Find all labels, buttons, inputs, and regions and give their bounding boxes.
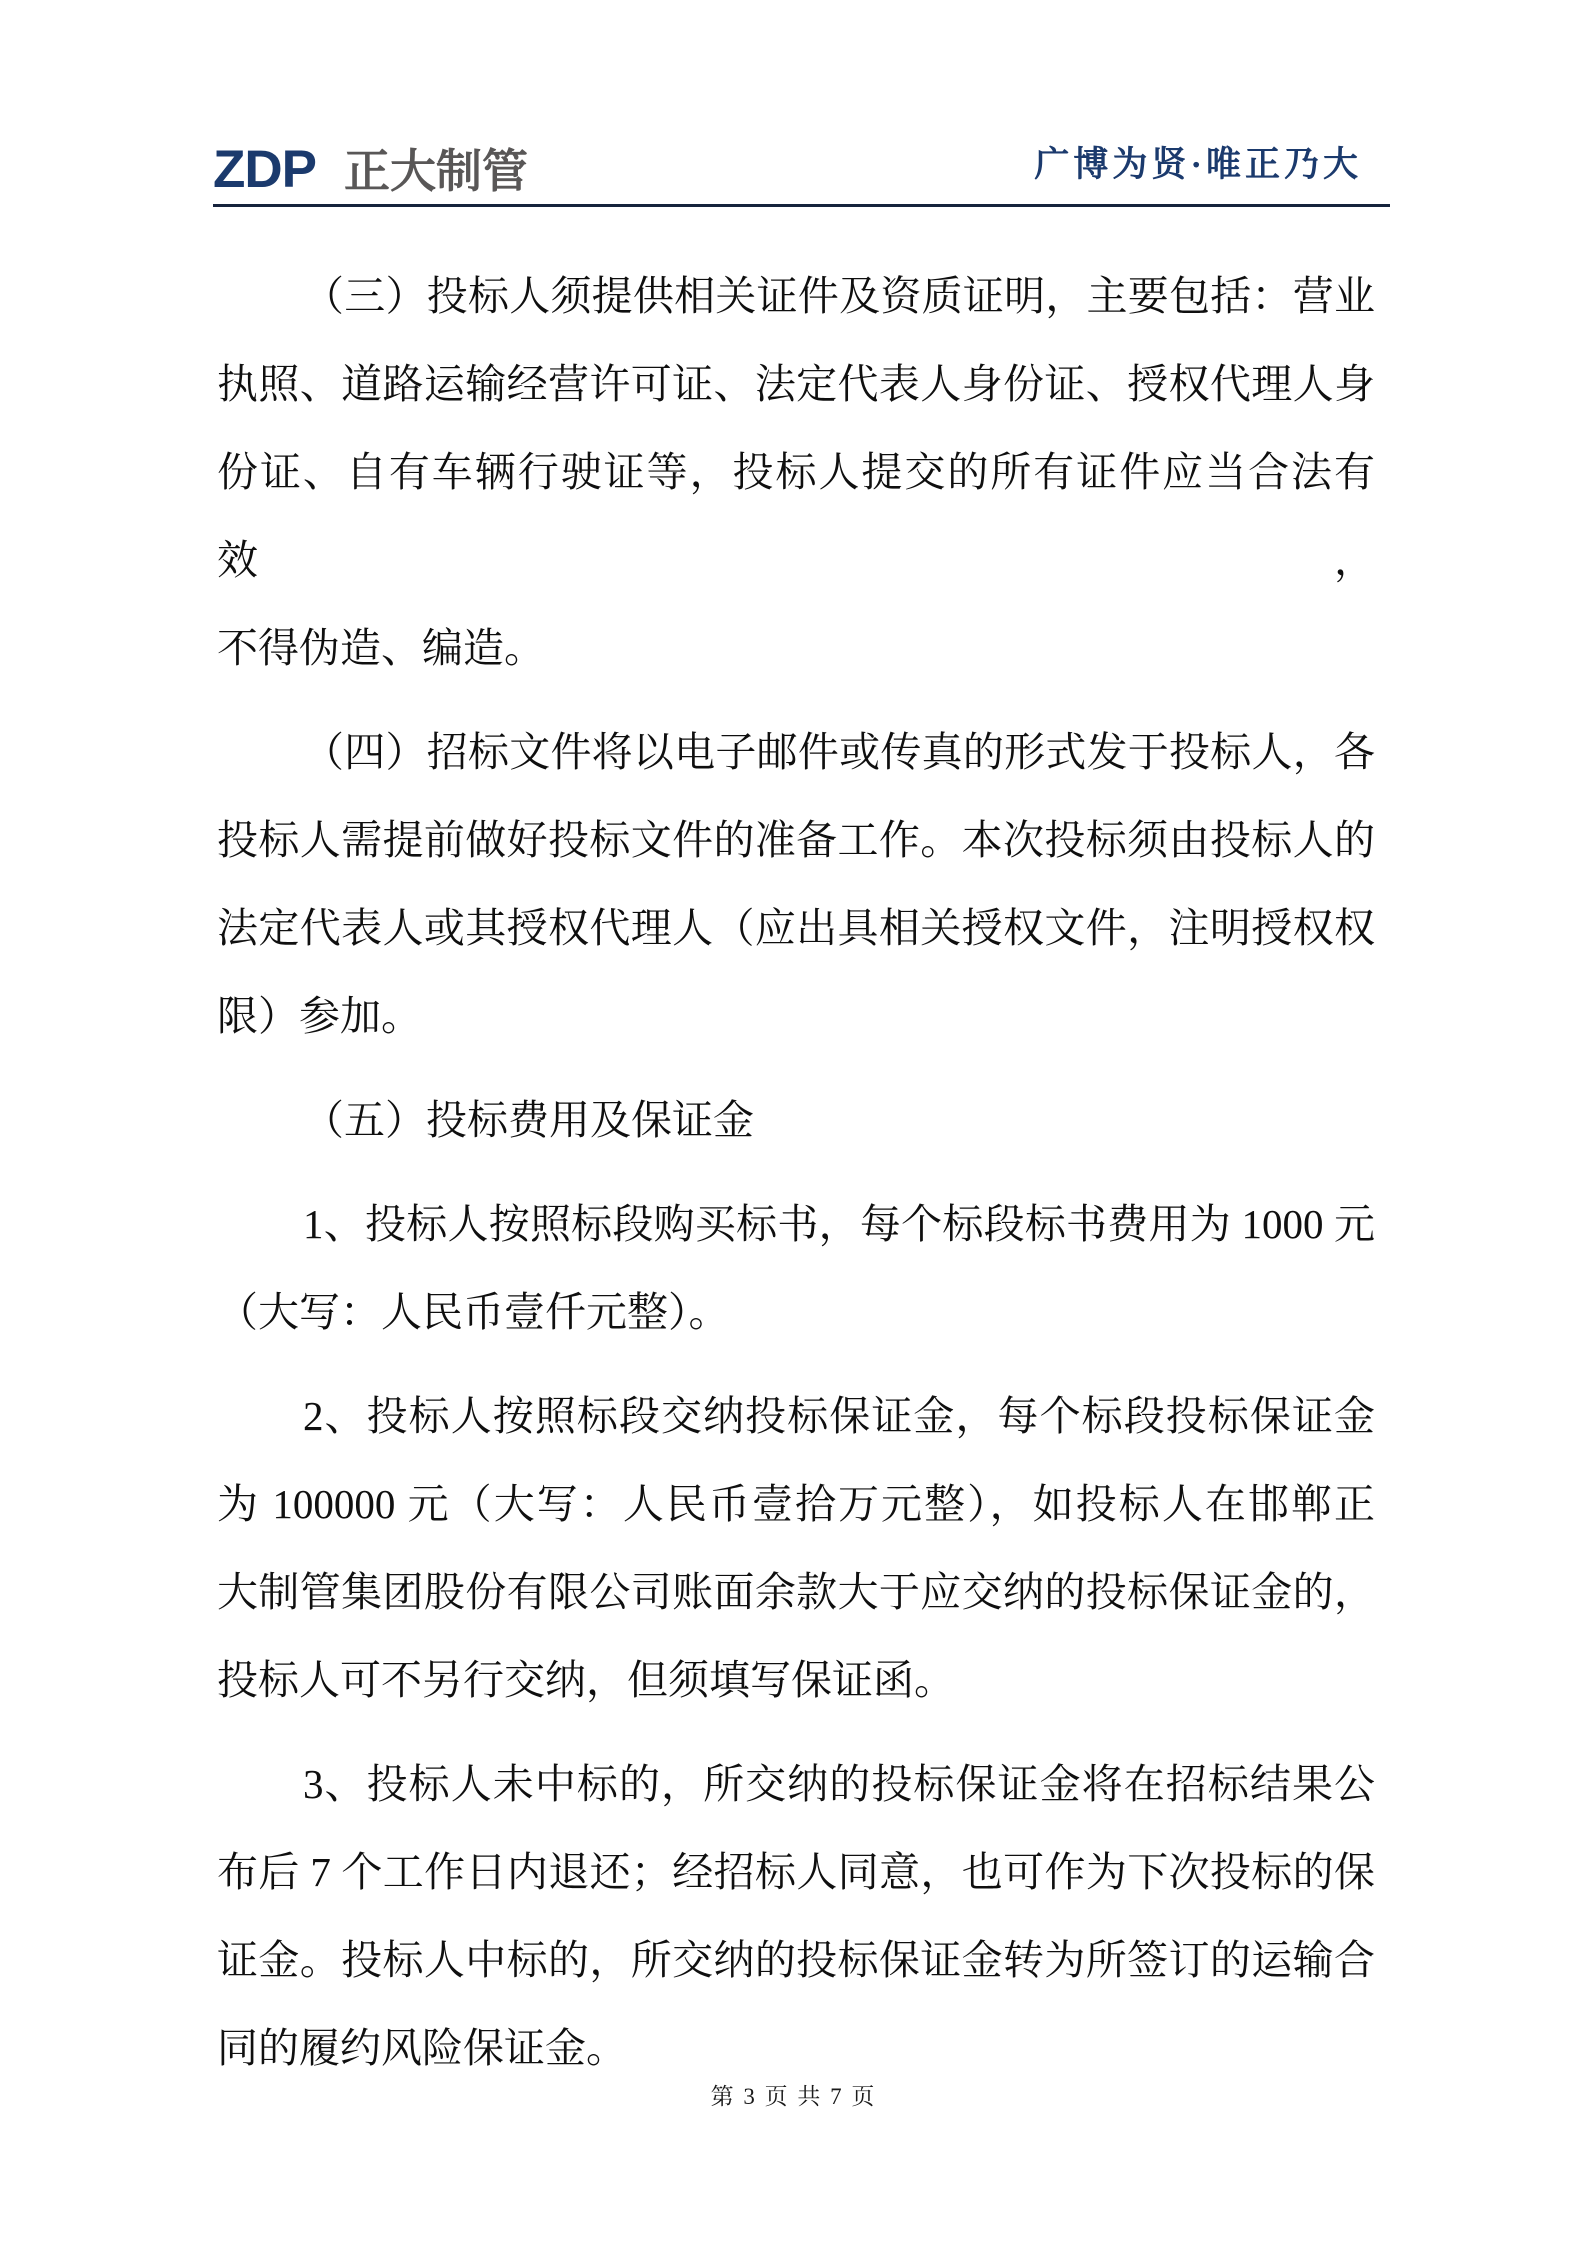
paragraph — [217, 1372, 1375, 1724]
text-line: （五）投标费用及保证金 — [303, 1097, 754, 1143]
text-line: 3、投标人未中标的，所交纳的投标保证金将在招标结果公 — [303, 1761, 1375, 1807]
text-line: 1、投标人按照标段购买标书，每个标段标书费用为 1000 元 — [303, 1201, 1375, 1247]
text-line: 法定代表人或其授权代理人（应出具相关授权文件，注明授权权 — [217, 905, 1375, 951]
page-header — [213, 0, 1390, 207]
text-line: 限）参加。 — [217, 993, 422, 1039]
text-line: 投标人可不另行交纳，但须填写保证函。 — [217, 1657, 955, 1703]
text-line: 份证、自有车辆行驶证等，投标人提交的所有证件应当合法有效， — [217, 449, 1375, 583]
page-number: 第 3 页 共 7 页 — [710, 2084, 877, 2109]
paragraph — [217, 708, 1375, 1060]
document-body — [217, 252, 1375, 2108]
page-footer — [0, 2078, 1587, 2111]
paragraph — [217, 1076, 1375, 1164]
paragraph — [217, 1740, 1375, 2092]
logo-company-name: 正大制管 — [344, 145, 528, 197]
text-line: 2、投标人按照标段交纳投标保证金，每个标段投标保证金 — [303, 1393, 1375, 1439]
company-logo — [213, 140, 528, 204]
text-line: （三）投标人须提供相关证件及资质证明，主要包括：营业 — [303, 273, 1375, 319]
logo-zdp-mark: ZDP — [213, 140, 316, 199]
text-line: （大写：人民币壹仟元整）。 — [217, 1289, 730, 1335]
text-line: 执照、道路运输经营许可证、法定代表人身份证、授权代理人身 — [217, 361, 1375, 407]
text-line: 布后 7 个工作日内退还；经招标人同意，也可作为下次投标的保 — [217, 1849, 1375, 1895]
text-line: 大制管集团股份有限公司账面余款大于应交纳的投标保证金的， — [217, 1569, 1375, 1615]
company-slogan: 广博为贤·唯正乃大 — [1034, 145, 1362, 184]
text-line: 不得伪造、编造。 — [217, 625, 545, 671]
text-line: 投标人需提前做好投标文件的准备工作。本次投标须由投标人的 — [217, 817, 1375, 863]
text-line: 同的履约风险保证金。 — [217, 2025, 627, 2071]
paragraph — [217, 252, 1375, 692]
paragraph — [217, 1180, 1375, 1356]
text-line: 证金。投标人中标的，所交纳的投标保证金转为所签订的运输合 — [217, 1937, 1375, 1983]
text-line: 为 100000 元（大写：人民币壹拾万元整），如投标人在邯郸正 — [217, 1481, 1375, 1527]
text-line: （四）招标文件将以电子邮件或传真的形式发于投标人，各 — [303, 729, 1375, 775]
